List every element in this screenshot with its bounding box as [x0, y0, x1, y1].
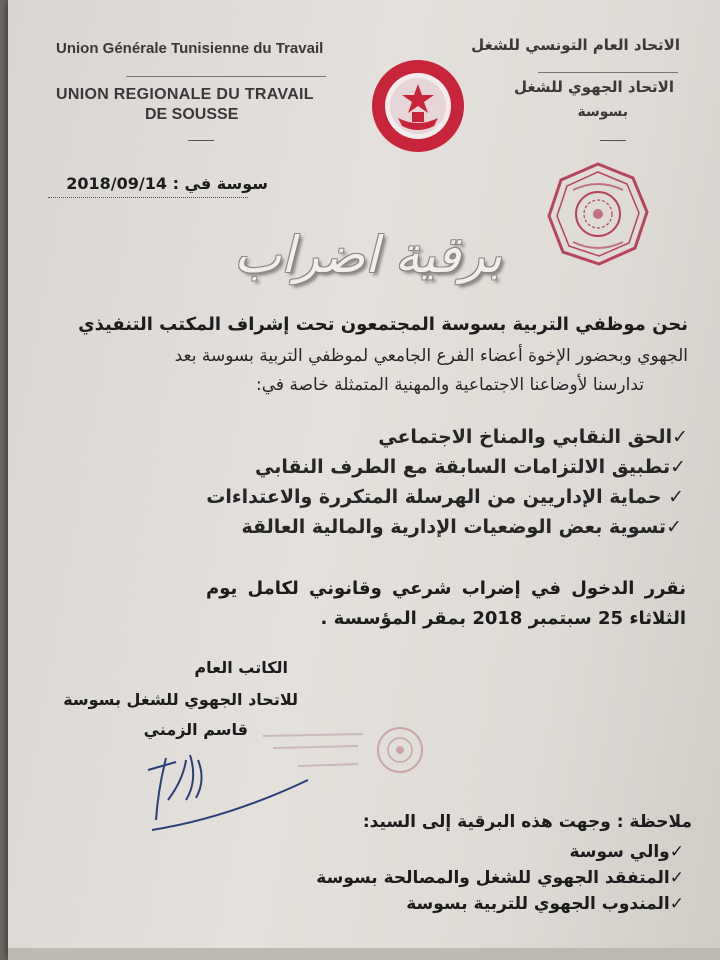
recipient-item: ✓المتفقد الجهوي للشغل والمصالحة بسوسة — [316, 868, 684, 888]
recipient-item: ✓والي سوسة — [569, 842, 684, 862]
document-title: برقية اضراب — [233, 226, 503, 284]
date-underline — [48, 197, 248, 198]
header-ar-line3: بسوسة — [577, 104, 628, 120]
decision-line-2: الثلاثاء 25 سبتمبر 2018 بمقر المؤسسة . — [320, 608, 686, 629]
recipient-item: ✓المندوب الجهوي للتربية بسوسة — [406, 894, 684, 914]
demand-item: ✓تطبيق الالتزامات السابقة مع الطرف النقابي — [255, 456, 686, 478]
date-line: سوسة في : 2018/09/14 — [66, 174, 268, 193]
demand-item: ✓ حماية الإداريين من الهرسلة المتكررة والاعتداءات — [206, 486, 684, 508]
header-fr-divider-top — [126, 76, 326, 77]
body-line-2: الجهوي وبحضور الإخوة أعضاء الفرع الجامعي لموظفي التربية بسوسة بعد — [174, 346, 688, 366]
body-line-1: نحن موظفي التربية بسوسة المجتمعون تحت إشراف المكتب التنفيذي — [78, 314, 688, 335]
header-fr-line1: Union Générale Tunisienne du Travail — [56, 40, 324, 57]
header-fr-line2: UNION REGIONALE DU TRAVAIL — [56, 86, 314, 103]
header-fr-line3: DE SOUSSE — [145, 106, 239, 123]
header-ar-divider-bottom — [600, 140, 626, 141]
signature-name: قاسم الزمني — [143, 720, 248, 739]
signature-title: الكاتب العام — [194, 658, 288, 677]
note-label: ملاحظة : وجهت هذه البرقية إلى السيد: — [362, 812, 692, 832]
ugtt-logo — [368, 56, 468, 156]
signature-stamp — [370, 722, 430, 778]
header-ar-line2: الاتحاد الجهوي للشغل — [513, 78, 674, 96]
body-line-3: تدارسنا لأوضاعنا الاجتماعية والمهنية المتمثلة خاصة في: — [256, 375, 644, 395]
signature-org: للاتحاد الجهوي للشغل بسوسة — [63, 690, 298, 709]
page-footer-strip — [8, 948, 720, 960]
header-fr-divider — [188, 140, 214, 141]
decision-line-1: نقرر الدخول في إضراب شرعي وقانوني لكامل يوم — [206, 578, 686, 599]
regional-union-stamp — [543, 160, 653, 270]
demand-item: ✓تسوية بعض الوضعيات الإدارية والمالية العالقة — [241, 516, 682, 538]
demand-item: ✓الحق النقابي والمناخ الاجتماعي — [378, 426, 688, 448]
header-ar-divider — [538, 72, 678, 73]
header-ar-line1: الاتحاد العام التونسي للشغل — [471, 36, 680, 54]
document-page — [8, 0, 720, 960]
